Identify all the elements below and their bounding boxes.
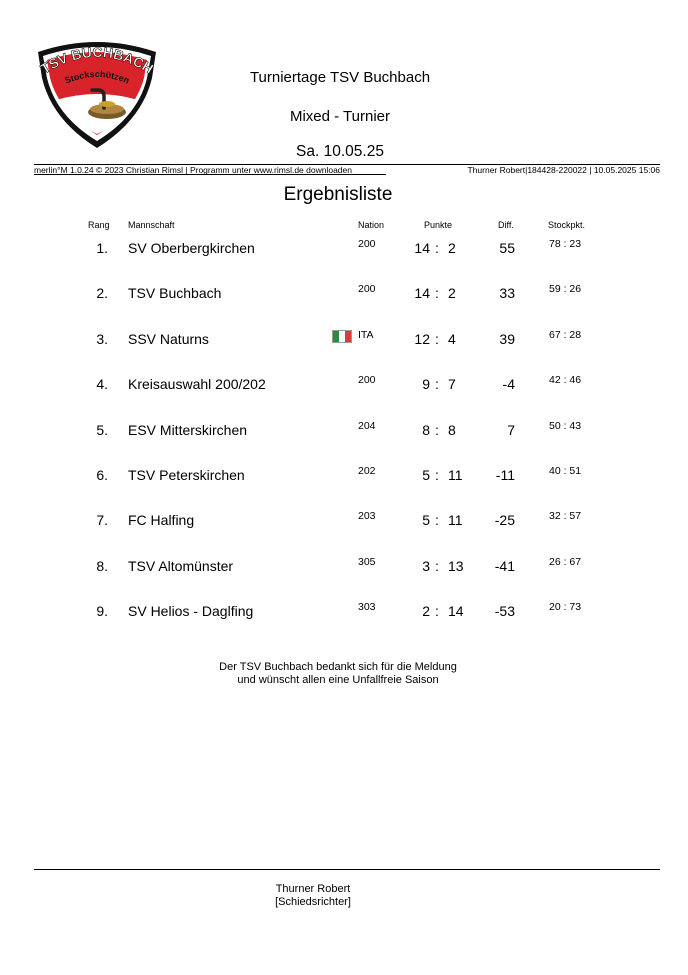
stock-points-cell: 26 : 67 (549, 556, 582, 568)
column-header-punkte: Punkte (424, 220, 453, 230)
points-won: 12 (414, 331, 430, 347)
team-name: ESV Mitterskirchen (128, 422, 248, 438)
points-separator: : (435, 376, 439, 392)
event-date: Sa. 10.05.25 (296, 143, 384, 160)
diff-cell: -4 (502, 376, 515, 392)
team-name: SV Oberbergkirchen (128, 240, 255, 256)
column-header-diff: Diff. (498, 220, 514, 230)
thanks-message (0, 661, 676, 687)
stock-points-cell: 67 : 28 (549, 329, 582, 341)
stock-points-cell: 20 : 73 (549, 601, 582, 613)
nation-cell: 202 (358, 465, 376, 477)
table-row (0, 327, 688, 351)
table-row (0, 372, 688, 396)
italy-flag-icon (332, 330, 352, 343)
event-title: Turniertage TSV Buchbach (249, 69, 431, 86)
nation-cell: 203 (358, 510, 376, 522)
team-name: SSV Naturns (128, 331, 209, 347)
points-separator: : (435, 285, 439, 301)
thanks-line-2: und wünscht allen eine Unfallfreie Saison (237, 674, 439, 686)
points-lost: 7 (448, 376, 456, 392)
tournament-type: Mixed - Turnier (289, 108, 391, 125)
table-row (0, 236, 688, 260)
diff-cell: -53 (494, 603, 515, 619)
column-header-rang: Rang (88, 220, 110, 230)
referee-role: [Schiedsrichter] (275, 896, 351, 908)
points-won: 5 (422, 512, 430, 528)
stock-points-cell: 32 : 57 (549, 510, 582, 522)
diff-cell: 39 (499, 331, 515, 347)
rank-cell: 9. (96, 603, 108, 619)
rank-cell: 4. (96, 376, 108, 392)
logo-club-name: TSV BUCHBACH (37, 43, 157, 77)
points-lost: 8 (448, 422, 456, 438)
logo-subtitle: Stockschützen (63, 68, 131, 86)
column-header-nation: Nation (358, 220, 385, 230)
points-lost: 11 (448, 512, 463, 528)
nation-cell: 204 (358, 420, 376, 432)
points-separator: : (435, 467, 439, 483)
thanks-line-1: Der TSV Buchbach bedankt sich für die Meldung (219, 661, 457, 673)
stock-points-cell: 78 : 23 (549, 238, 582, 250)
points-lost: 13 (448, 558, 464, 574)
table-row (0, 463, 688, 487)
nation-cell: 305 (358, 556, 376, 568)
table-row (0, 554, 688, 578)
team-name: TSV Altomünster (128, 558, 234, 574)
points-separator: : (435, 422, 439, 438)
team-name: TSV Buchbach (128, 285, 222, 301)
team-name: TSV Peterskirchen (128, 467, 245, 483)
stock-points-cell: 40 : 51 (549, 465, 582, 477)
operator-info: Thurner Robert|184428-220022 | 10.05.2025 15:06 (467, 165, 660, 175)
diff-cell: 55 (499, 240, 515, 256)
nation-cell: 200 (358, 238, 376, 250)
points-won: 14 (414, 240, 430, 256)
points-separator: : (435, 240, 439, 256)
points-lost: 11 (448, 467, 463, 483)
diff-cell: -11 (495, 467, 515, 483)
club-logo (34, 38, 160, 150)
team-name: Kreisauswahl 200/202 (128, 376, 266, 392)
rank-cell: 1. (96, 240, 108, 256)
points-won: 14 (414, 285, 430, 301)
diff-cell: 33 (499, 285, 515, 301)
nation-cell: 200 (358, 374, 376, 386)
points-separator: : (435, 331, 439, 347)
points-won: 2 (422, 603, 430, 619)
points-won: 3 (422, 558, 430, 574)
signature-line (34, 869, 660, 870)
list-title: Ergebnisliste (283, 184, 393, 205)
rank-cell: 6. (96, 467, 108, 483)
diff-cell: -41 (494, 558, 515, 574)
team-name: SV Helios - Daglfing (128, 603, 254, 619)
points-separator: : (435, 558, 439, 574)
rank-cell: 7. (96, 512, 108, 528)
stock-points-cell: 42 : 46 (549, 374, 582, 386)
nation-cell: 200 (358, 283, 376, 295)
rank-cell: 3. (96, 331, 108, 347)
rank-cell: 8. (96, 558, 108, 574)
points-lost: 2 (448, 285, 456, 301)
points-lost: 4 (448, 331, 456, 347)
points-lost: 14 (448, 603, 464, 619)
points-separator: : (435, 512, 439, 528)
software-info: merlin°M 1.0.24 © 2023 Christian Rimsl | Programm unter www.rimsl.de downloaden (34, 165, 352, 175)
diff-cell: -25 (494, 512, 515, 528)
table-row (0, 281, 688, 305)
points-won: 8 (422, 422, 430, 438)
points-won: 5 (422, 467, 430, 483)
team-name: FC Halfing (128, 512, 195, 528)
stock-points-cell: 59 : 26 (549, 283, 582, 295)
nation-cell: 303 (358, 601, 376, 613)
referee-block (0, 883, 626, 909)
points-lost: 2 (448, 240, 456, 256)
table-row (0, 599, 688, 623)
column-header-team: Mannschaft (128, 220, 175, 230)
table-row (0, 508, 688, 532)
referee-name: Thurner Robert (275, 883, 351, 895)
column-header-stock: Stockpkt. (548, 220, 586, 230)
stock-points-cell: 50 : 43 (549, 420, 582, 432)
points-won: 9 (422, 376, 430, 392)
diff-cell: 7 (507, 422, 515, 438)
rank-cell: 2. (96, 285, 108, 301)
table-row (0, 418, 688, 442)
points-separator: : (435, 603, 439, 619)
meta-divider (34, 174, 386, 175)
rank-cell: 5. (96, 422, 108, 438)
nation-cell: ITA (358, 329, 374, 341)
